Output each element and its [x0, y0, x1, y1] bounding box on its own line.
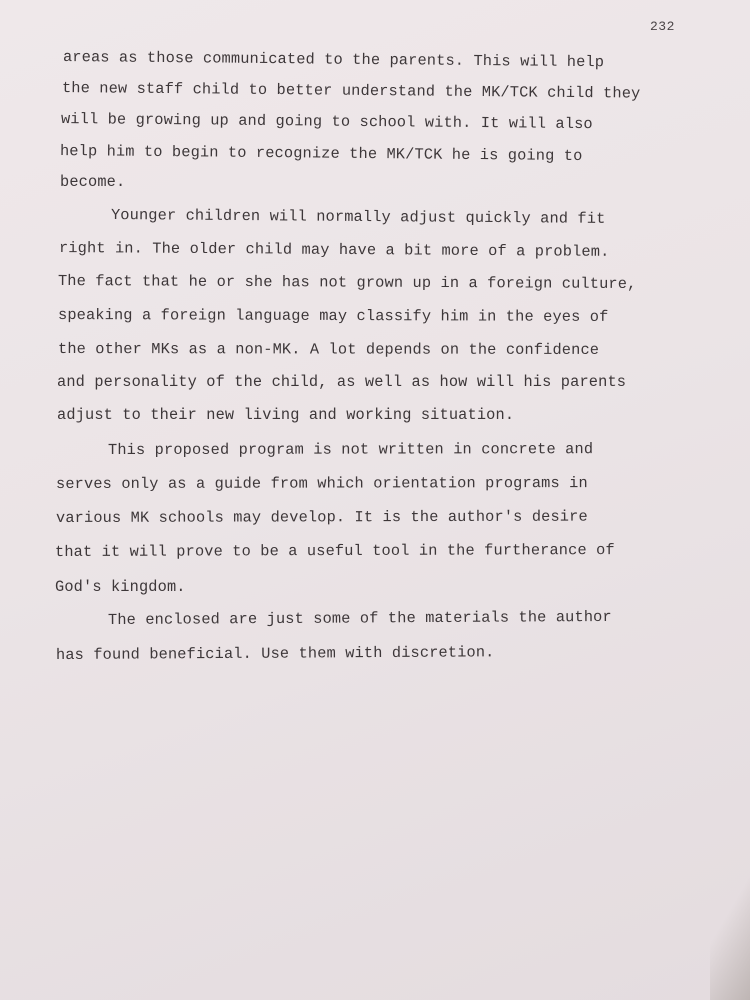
- text-line: has found beneficial. Use them with discretion.: [55, 643, 495, 664]
- text-line: various MK schools may develop. It is the author's desire: [55, 507, 588, 527]
- text-line: become.: [60, 173, 126, 191]
- text-line: help him to begin to recognize the MK/TCK he is going to: [59, 142, 583, 166]
- text-line: The fact that he or she has not grown up in a foreign culture,: [57, 272, 637, 294]
- text-line: and personality of the child, as well as how will his parents: [57, 373, 627, 391]
- text-line: that it will prove to be a useful tool in the furtherance of: [54, 541, 615, 561]
- text-line: right in. The older child may have a bit more of a problem.: [58, 239, 610, 261]
- text-line: This proposed program is not written in concrete and: [107, 440, 594, 459]
- page-shadow: [710, 860, 750, 1000]
- text-line: will be growing up and going to school with. It will also: [60, 110, 593, 134]
- text-line: The enclosed are just some of the materials the author: [107, 607, 612, 629]
- text-line: God's kingdom.: [55, 578, 186, 596]
- text-line: Younger children will normally adjust quickly and fit: [110, 206, 606, 228]
- text-line: speaking a foreign language may classify him in the eyes of: [57, 306, 609, 326]
- text-line: the new staff child to better understand the MK/TCK child they: [61, 79, 641, 103]
- text-line: areas as those communicated to the parents. This will help: [62, 48, 605, 72]
- page-number: 232: [650, 19, 675, 34]
- text-line: the other MKs as a non-MK. A lot depends on the confidence: [57, 340, 600, 359]
- text-line: adjust to their new living and working situation.: [57, 406, 515, 424]
- text-line: serves only as a guide from which orientation programs in: [55, 474, 588, 493]
